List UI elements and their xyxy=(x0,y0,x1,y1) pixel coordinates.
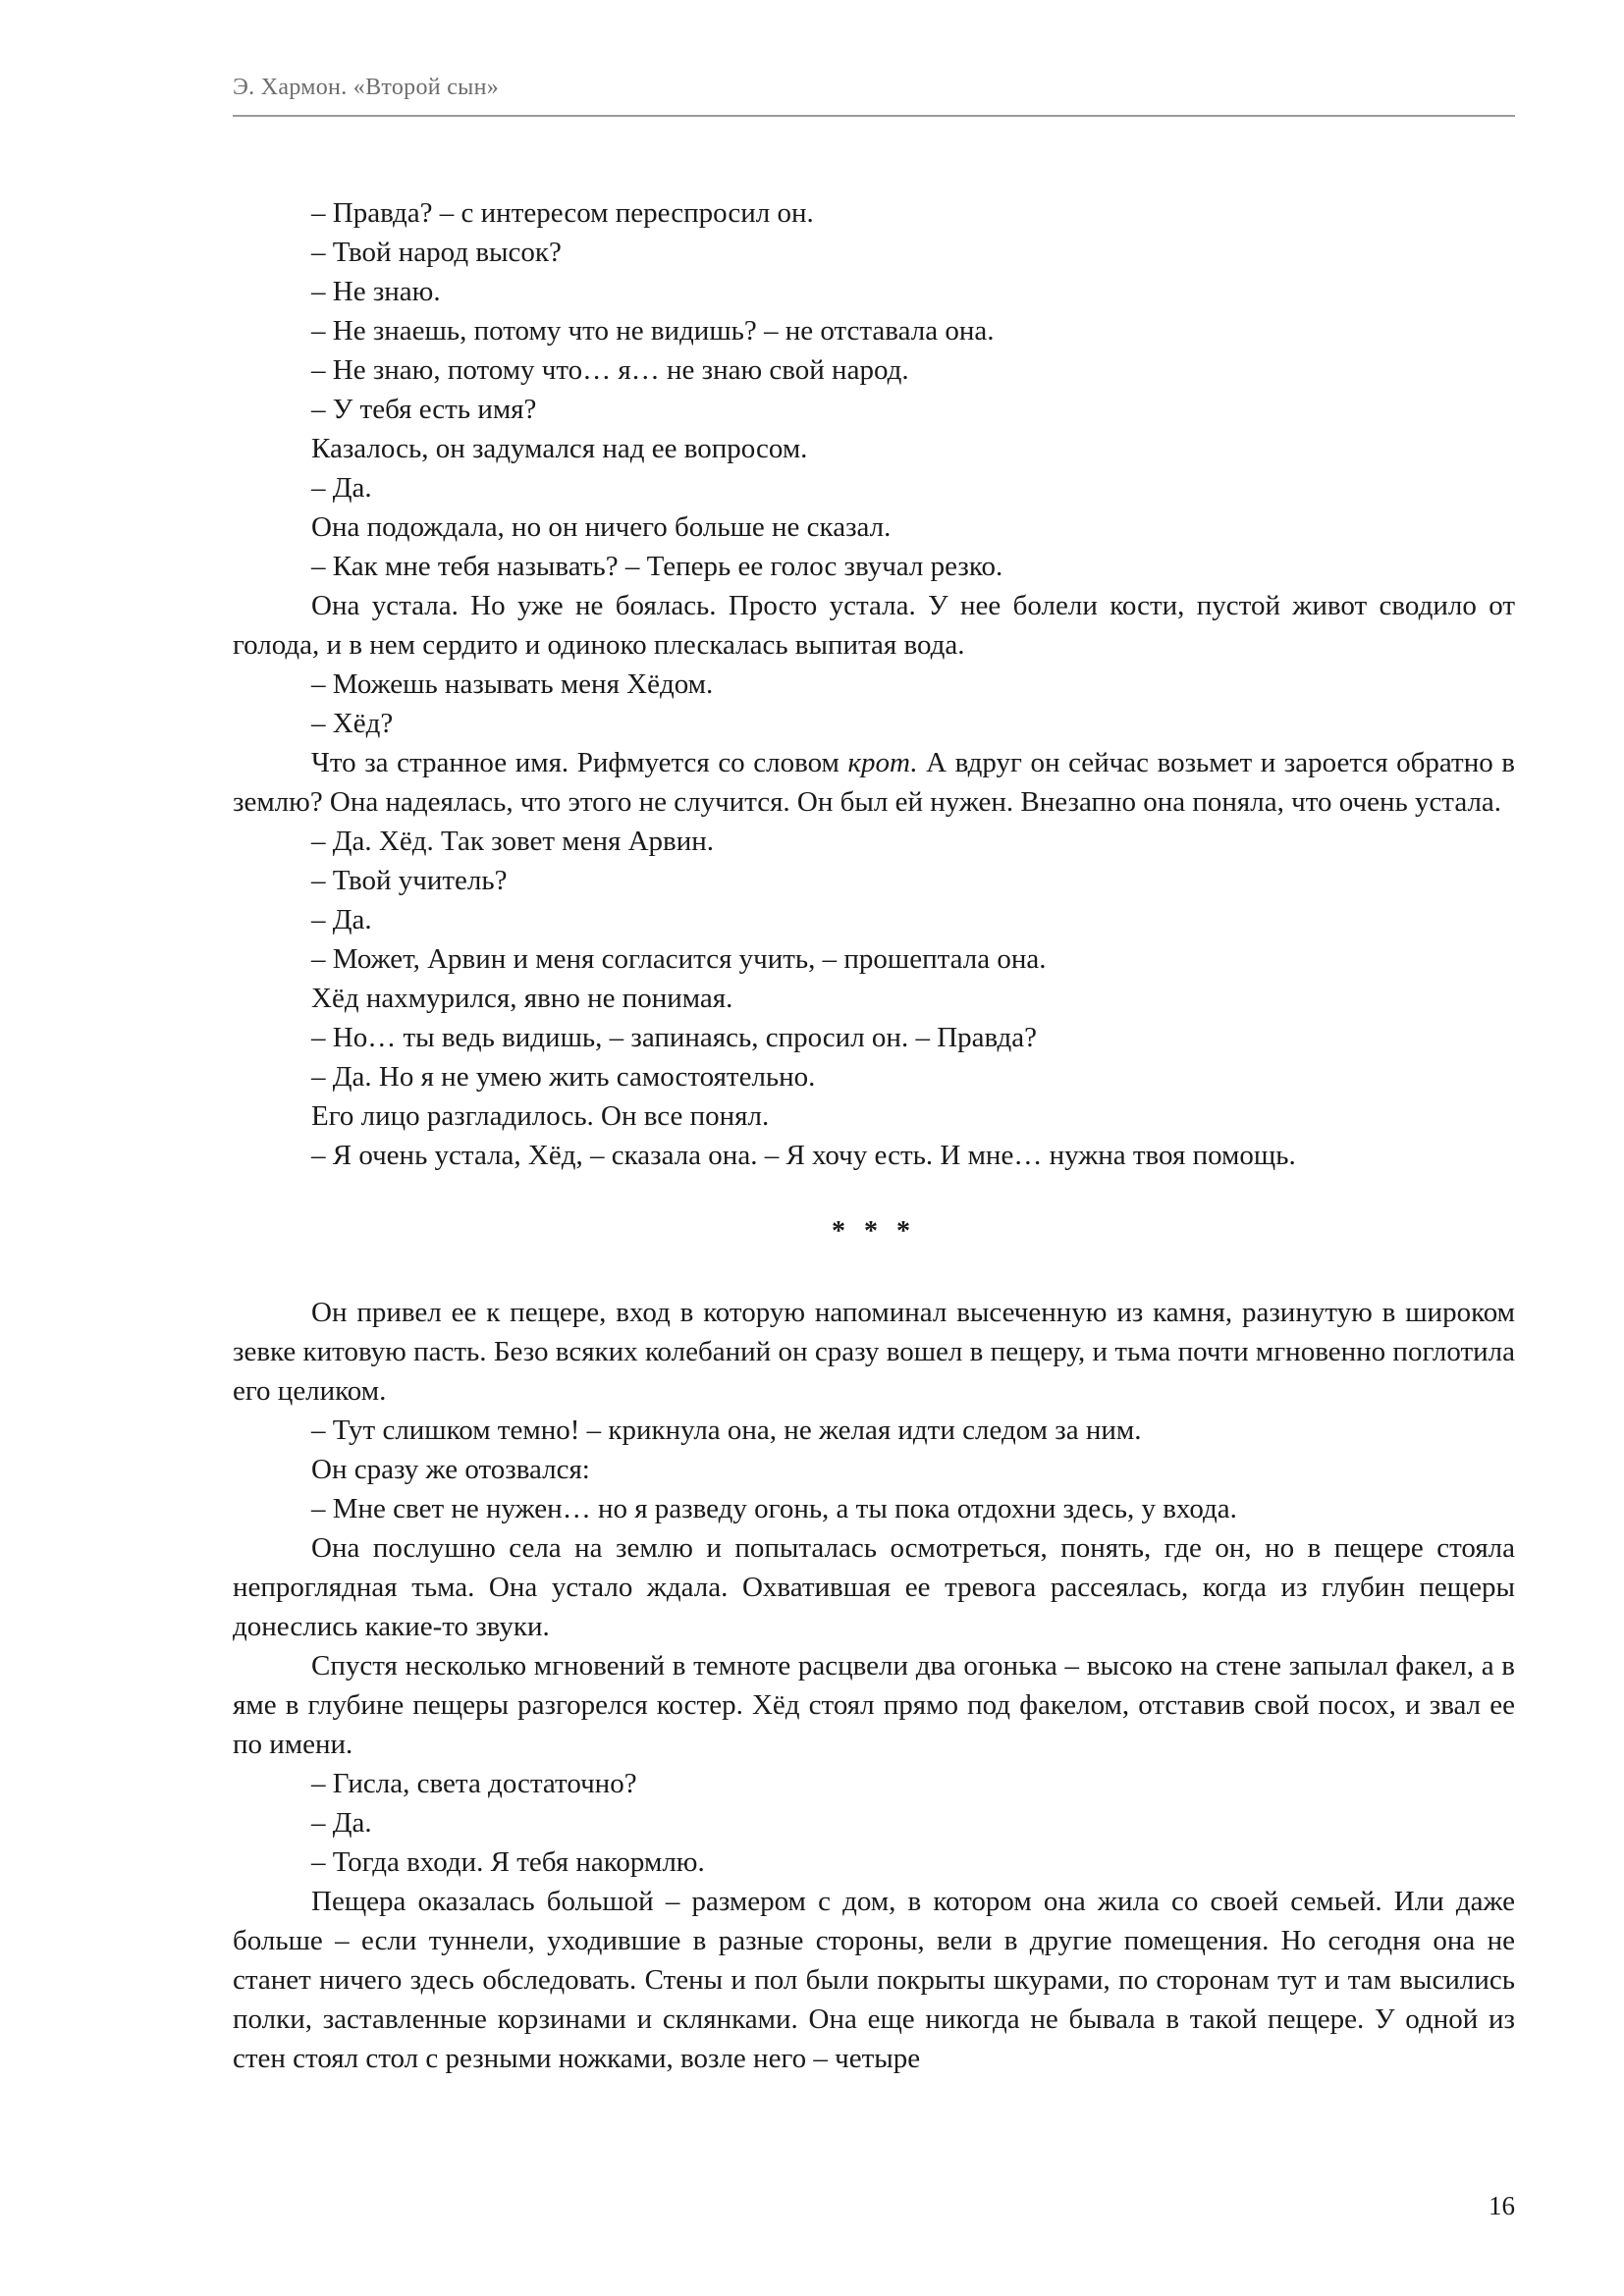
emphasis-word: крот. xyxy=(847,747,918,778)
dialogue-line: – Твой народ высок? xyxy=(311,237,562,268)
dialogue-line: – Правда? – с интересом переспросил он. xyxy=(311,197,814,229)
page-body xyxy=(233,193,1515,2078)
paragraph xyxy=(233,743,1515,822)
dialogue-line: – Да. Но я не умею жить самостоятельно. xyxy=(311,1061,816,1093)
paragraph: Он привел ее к пещере, вход в которую напоминал высеченную из камня, разинутую в широком зевке китовую пасть. Безо всяких колебаний он сразу вошел в пещеру, и тьма почти мгновенно поглотила его целиком. xyxy=(233,1297,1515,1407)
dialogue-line: – Не знаешь, потому что не видишь? – не отставала она. xyxy=(311,315,995,347)
paragraph: Спустя несколько мгновений в темноте расцвели два огонька – высоко на стене запылал факел, а в яме в глубине пещеры разгорелся костер. Хёд стоял прямо под факелом, отставив свой посох, и звал ее по имени. xyxy=(233,1650,1515,1760)
narration-line: Она подождала, но он ничего больше не сказал. xyxy=(311,511,892,543)
narration-line: Казалось, он задумался над ее вопросом. xyxy=(311,433,808,464)
paragraph: Она послушно села на землю и попыталась осмотреться, понять, где он, но в пещере стояла непроглядная тьма. Она устало ждала. Охватившая ее тревога рассеялась, когда из глубин пещеры донеслись какие-то звуки. xyxy=(233,1532,1515,1642)
header-rule xyxy=(233,115,1515,117)
dialogue-line: – Я очень устала, Хёд, – сказала она. – Я хочу есть. И мне… нужна твоя помощь. xyxy=(311,1140,1296,1171)
running-header: Э. Хармон. «Второй сын» xyxy=(233,75,500,100)
paragraph: Она устала. Но уже не боялась. Просто устала. У нее болели кости, пустой живот сводило от голода, и в нем сердито и одиноко плескалась выпитая вода. xyxy=(233,590,1515,661)
dialogue-line: – Но… ты ведь видишь, – запинаясь, спросил он. – Правда? xyxy=(311,1022,1037,1053)
dialogue-line: – Как мне тебя называть? – Теперь ее голос звучал резко. xyxy=(311,551,1003,582)
dialogue-line: – Мне свет не нужен… но я разведу огонь, а ты пока отдохни здесь, у входа. xyxy=(311,1493,1237,1524)
dialogue-line: – Можешь называть меня Хёдом. xyxy=(311,668,714,700)
dialogue-line: – Хёд? xyxy=(311,708,394,739)
page-number: 16 xyxy=(1489,2191,1515,2220)
narration-line: Хёд нахмурился, явно не понимая. xyxy=(311,983,733,1014)
dialogue-line: – Да. Хёд. Так зовет меня Арвин. xyxy=(311,826,715,857)
paragraph-text: А вдруг он сейчас возьмет и зароется обратно в землю? Она надеялась, что этого не случится. Он был ей нужен. Внезапно она поняла, что очень устала. xyxy=(233,747,1515,818)
dialogue-line: – Не знаю, потому что… я… не знаю свой народ. xyxy=(311,354,909,386)
dialogue-line: – Да. xyxy=(311,904,372,935)
dialogue-line: – Да. xyxy=(311,1807,372,1839)
section-separator: * * * xyxy=(832,1216,916,1247)
narration-line: Он сразу же отозвался: xyxy=(311,1454,590,1485)
dialogue-line: – У тебя есть имя? xyxy=(311,394,537,425)
dialogue-line: – Да. xyxy=(311,472,372,504)
dialogue-line: – Тогда входи. Я тебя накормлю. xyxy=(311,1846,705,1878)
dialogue-line: – Может, Арвин и меня согласится учить, – прошептала она. xyxy=(311,943,1047,975)
dialogue-line: – Твой учитель? xyxy=(311,865,508,896)
narration-line: Его лицо разгладилось. Он все понял. xyxy=(311,1100,770,1132)
dialogue-line: – Не знаю. xyxy=(311,276,441,307)
dialogue-line: – Гисла, света достаточно? xyxy=(311,1768,637,1799)
dialogue-line: – Тут слишком темно! – крикнула она, не желая идти следом за ним. xyxy=(311,1415,1142,1446)
paragraph-text: Что за странное имя. Рифмуется со словом xyxy=(311,747,848,778)
paragraph: Пещера оказалась большой – размером с дом, в котором она жила со своей семьей. Или даже больше – если туннели, уходившие в разные стороны, вели в другие помещения. Но сегодня она не станет ничего здесь обследовать. Стены и пол были покрыты шкурами, по сторонам тут и там высились полки, заставленные корзинами и склянками. Она еще никогда не бывала в такой пещере. У одной из стен стоял стол с резными ножками, возле него – четыре xyxy=(233,1886,1515,2074)
